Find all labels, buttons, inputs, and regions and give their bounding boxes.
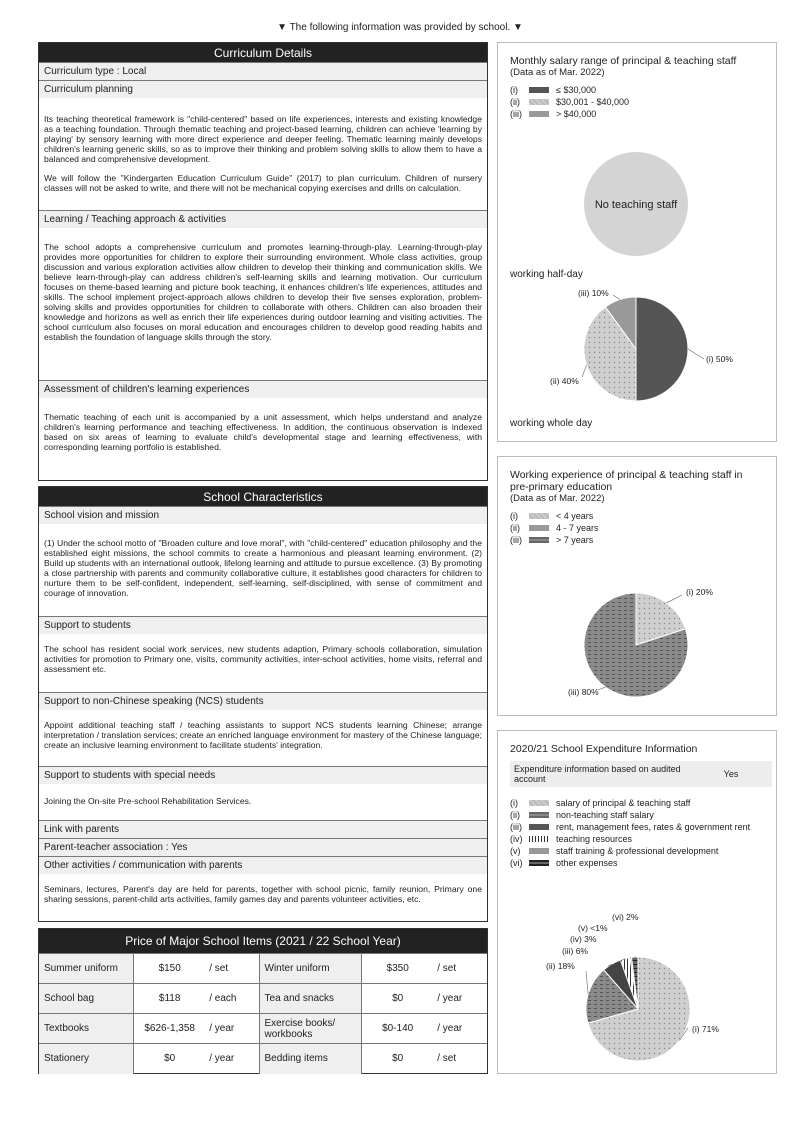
expenditure-title: 2020/21 School Expenditure Information (510, 743, 698, 755)
assessment-paragraph: Thematic teaching of each unit is accompanied by a unit assessment, which helps understand and analyze children's learning performance and teaching effectiveness. In addition, the continuous observation is indexed based on six areas of learning to evaluate child's developmental stage and learning effectiveness, with corresponding learning portfolio is established. (44, 412, 482, 452)
special-needs-text (39, 784, 487, 820)
legend-label: > $40,000 (556, 109, 597, 119)
pie-label: (ii) 18% (546, 961, 575, 971)
half-day-label: working half-day (510, 269, 583, 280)
legend-item (510, 108, 764, 120)
legend-label: 4 - 7 years (556, 523, 599, 533)
legend-swatch (528, 835, 550, 843)
curriculum-section (38, 42, 488, 481)
pie-leader-line (582, 365, 587, 377)
legend-key: (i) (510, 85, 518, 95)
pie-leader-line (613, 295, 620, 300)
legend-item (510, 510, 764, 522)
pie-label: (iii) 6% (562, 946, 588, 956)
price-row (39, 1014, 487, 1044)
pie-leader-line (598, 687, 605, 690)
pie-label: (vi) 2% (612, 912, 639, 922)
prices-table (39, 953, 487, 1074)
half-day-chart (498, 129, 778, 279)
ncs-text (39, 710, 487, 766)
price-item-value: $350 (362, 954, 434, 984)
expenditure-legend (498, 787, 776, 869)
salary-legend (498, 78, 776, 120)
salary-title: Monthly salary range of principal & teaching staff (510, 55, 737, 67)
legend-key: (iii) (510, 822, 522, 832)
legend-key: (ii) (510, 810, 520, 820)
teaching-approach-heading: Learning / Teaching approach & activities (39, 210, 487, 228)
salary-panel (497, 42, 777, 442)
curriculum-planning-text (39, 98, 487, 210)
characteristics-header: School Characteristics (39, 487, 487, 506)
legend-key: (v) (510, 846, 521, 856)
legend-swatch (528, 98, 550, 106)
support-text (39, 634, 487, 692)
experience-legend (498, 504, 776, 546)
legend-item (510, 534, 764, 546)
price-item-label: Stationery (39, 1044, 134, 1074)
legend-item (510, 833, 764, 845)
assessment-heading: Assessment of children's learning experiences (39, 380, 487, 398)
legend-item (510, 857, 764, 869)
characteristics-section (38, 486, 488, 922)
legend-key: (iii) (510, 109, 522, 119)
legend-swatch (528, 536, 550, 544)
pie-label: (i) 71% (692, 1024, 719, 1034)
prices-section (38, 928, 488, 1074)
legend-item (510, 821, 764, 833)
audit-value: Yes (723, 769, 739, 779)
teaching-approach-text (39, 228, 487, 380)
pie-leader-line (688, 349, 704, 359)
legend-key: (ii) (510, 523, 520, 533)
experience-subtitle: (Data as of Mar. 2022) (510, 493, 605, 504)
pie-leader-line (667, 595, 682, 603)
experience-panel (497, 456, 777, 716)
price-row (39, 984, 487, 1014)
salary-subtitle: (Data as of Mar. 2022) (510, 67, 605, 78)
price-item-label: Winter uniform (259, 954, 362, 984)
vision-paragraph: (1) Under the school motto of "Broaden culture and love moral", with "child-centered" education philosophy and the established eight missions, the school commits to create a harmonious and pleasant learning environment. (2) Build up students with an international outlook, lifelong learning and attitude to pursue excellence. (3) By promoting a close partnership with parents and community collaborative culture, it establishes good characters for children to nurture them to be self-confident, independent, self-learning, self-disciplined, with sense of commitment and courage of innovation. (44, 538, 482, 598)
legend-swatch (528, 86, 550, 94)
legend-item (510, 522, 764, 534)
legend-label: ≤ $30,000 (556, 85, 596, 95)
legend-key: (i) (510, 511, 518, 521)
pie-label: (iii) 10% (578, 288, 609, 298)
price-item-label: Summer uniform (39, 954, 134, 984)
ncs-heading: Support to non-Chinese speaking (NCS) students (39, 692, 487, 710)
price-item-unit: / set (433, 1044, 487, 1074)
price-item-value: $0 (362, 984, 434, 1014)
legend-swatch (528, 512, 550, 520)
curriculum-planning-heading: Curriculum planning (39, 80, 487, 98)
special-needs-paragraph: Joining the On-site Pre-school Rehabilitation Services. (44, 796, 252, 806)
price-item-value: $0 (134, 1044, 206, 1074)
audit-label: Expenditure information based on audited account (514, 764, 681, 784)
price-item-label: School bag (39, 984, 134, 1014)
approach-paragraph: The school adopts a comprehensive curriculum and promotes learning-through-play. Learning-through-play provides more opportunities for children to explore their surrounding environment. Whole class activities, group discussion and various exploration activities allow children to develop their thinking and communication skills. We believe learn-through-play can address children's self-learning skills and learning motivation. Our curriculum focuses on theme-based learning and picture book teaching, it enhances children's life experiences, attitudes and skills. The school implement project-approach allows children to develop their five senses exploration, problem-solving skills and provides opportunities for children to collaborate with others. Children can also broaden their knowledge and horizons as well as enrich their life experiences during outdoor learning and visiting activities. The school curriculum also focuses on moral education and encourages children to develop good reading habits and establish the foundation of language skills through the story. (44, 242, 482, 342)
assessment-text (39, 398, 487, 456)
legend-swatch (528, 847, 550, 855)
price-item-unit: / year (433, 984, 487, 1014)
legend-label: rent, management fees, rates & government rent (556, 822, 751, 832)
price-item-value: $0-140 (362, 1014, 434, 1044)
legend-item (510, 809, 764, 821)
no-staff-text: No teaching staff (594, 199, 678, 211)
price-item-value: $118 (134, 984, 206, 1014)
expenditure-pie (498, 912, 778, 1077)
support-heading: Support to students (39, 616, 487, 634)
legend-swatch (528, 110, 550, 118)
top-note: ▼ The following information was provided by school. ▼ (277, 22, 523, 33)
parents-heading: Link with parents (39, 820, 487, 838)
price-item-value: $0 (362, 1044, 434, 1074)
legend-swatch (528, 823, 550, 831)
support-paragraph: The school has resident social work services, new students adaption, Primary schools collaboration, simulation activities for promotion to Primary one, visits, community activities, inter-school activities, home visits, referral and assessment etc. (44, 644, 482, 674)
price-row (39, 954, 487, 984)
pie-leader-line (586, 971, 588, 994)
legend-swatch (528, 799, 550, 807)
price-item-value: $626-1,358 (134, 1014, 206, 1044)
price-item-label: Tea and snacks (259, 984, 362, 1014)
legend-swatch (528, 859, 550, 867)
legend-label: teaching resources (556, 834, 633, 844)
legend-item (510, 96, 764, 108)
legend-key: (iv) (510, 834, 523, 844)
pie-label: (i) 50% (706, 354, 733, 364)
price-item-unit: / year (205, 1044, 259, 1074)
ncs-paragraph: Appoint additional teaching staff / teaching assistants to support NCS students learning Chinese; arrange interpretation / translation services; create an enriched language environment for mastery of the Chinese language; create an inclusive learning environment to facilitate students' integration. (44, 720, 482, 750)
audit-row (510, 761, 772, 787)
price-item-label: Bedding items (259, 1044, 362, 1074)
legend-label: salary of principal & teaching staff (556, 798, 691, 808)
vision-text (39, 524, 487, 616)
curriculum-header: Curriculum Details (39, 43, 487, 62)
planning-paragraph-2: We will follow the "Kindergarten Education Curriculum Guide" (2017) to plan curriculum. Children of nursery classes will not be asked to write, and there will not be mechanical copying exercises and drills on calculation. (44, 173, 482, 193)
price-item-unit: / each (205, 984, 259, 1014)
price-item-unit: / set (205, 954, 259, 984)
legend-key: (iii) (510, 535, 522, 545)
prices-header: Price of Major School Items (2021 / 22 School Year) (39, 929, 487, 953)
pie-label: (v) <1% (578, 923, 608, 933)
legend-swatch (528, 811, 550, 819)
planning-paragraph-1: Its teaching theoretical framework is "child-centered" based on life experiences, interests and existing knowledge as a teaching foundation. Through thematic teaching and project-based learning, children can achieve 'learning by playing' by sensory learning with more direct experience and deeper feeling. Thematic learning mainly develops children's learning generic skills, so as to improve their thinking and problem solving skills to allow them to have a balanced and comprehensive development. (44, 114, 482, 164)
legend-item (510, 845, 764, 857)
legend-label: other expenses (556, 858, 618, 868)
pie-label: (iii) 80% (568, 687, 599, 697)
legend-label: < 4 years (556, 511, 594, 521)
legend-item (510, 797, 764, 809)
pie-label: (iv) 3% (570, 934, 597, 944)
other-activities-paragraph: Seminars, lectures, Parent's day are held for parents, together with school picnic, family reunion, Primary one sharing sessions, parent-child arts activities, family games day and parents volunteer activities, etc. (44, 884, 482, 904)
legend-label: non-teaching staff salary (556, 810, 654, 820)
legend-item (510, 84, 764, 96)
pie-label: (ii) 40% (550, 376, 579, 386)
price-item-label: Exercise books/ workbooks (259, 1014, 362, 1044)
price-item-unit: / set (433, 954, 487, 984)
legend-key: (i) (510, 798, 518, 808)
vision-heading: School vision and mission (39, 506, 487, 524)
legend-label: $30,001 - $40,000 (556, 97, 630, 107)
pta-line: Parent-teacher association : Yes (39, 838, 487, 856)
price-item-label: Textbooks (39, 1014, 134, 1044)
curriculum-type: Curriculum type : Local (39, 62, 487, 80)
special-needs-heading: Support to students with special needs (39, 766, 487, 784)
experience-title: Working experience of principal & teaching staff in pre-primary education (510, 469, 743, 493)
price-item-unit: / year (433, 1014, 487, 1044)
legend-key: (ii) (510, 97, 520, 107)
legend-swatch (528, 524, 550, 532)
price-item-value: $150 (134, 954, 206, 984)
whole-day-label: working whole day (510, 418, 593, 429)
legend-label: > 7 years (556, 535, 594, 545)
experience-pie (498, 577, 778, 707)
whole-day-pie (498, 281, 778, 411)
other-activities-heading: Other activities / communication with parents (39, 856, 487, 874)
pie-label: (i) 20% (686, 587, 713, 597)
legend-key: (vi) (510, 858, 523, 868)
price-row (39, 1044, 487, 1074)
pie-slice-1 (636, 297, 688, 401)
expenditure-panel (497, 730, 777, 1074)
other-activities-text (39, 874, 487, 908)
price-item-unit: / year (205, 1014, 259, 1044)
legend-label: staff training & professional development (556, 846, 719, 856)
